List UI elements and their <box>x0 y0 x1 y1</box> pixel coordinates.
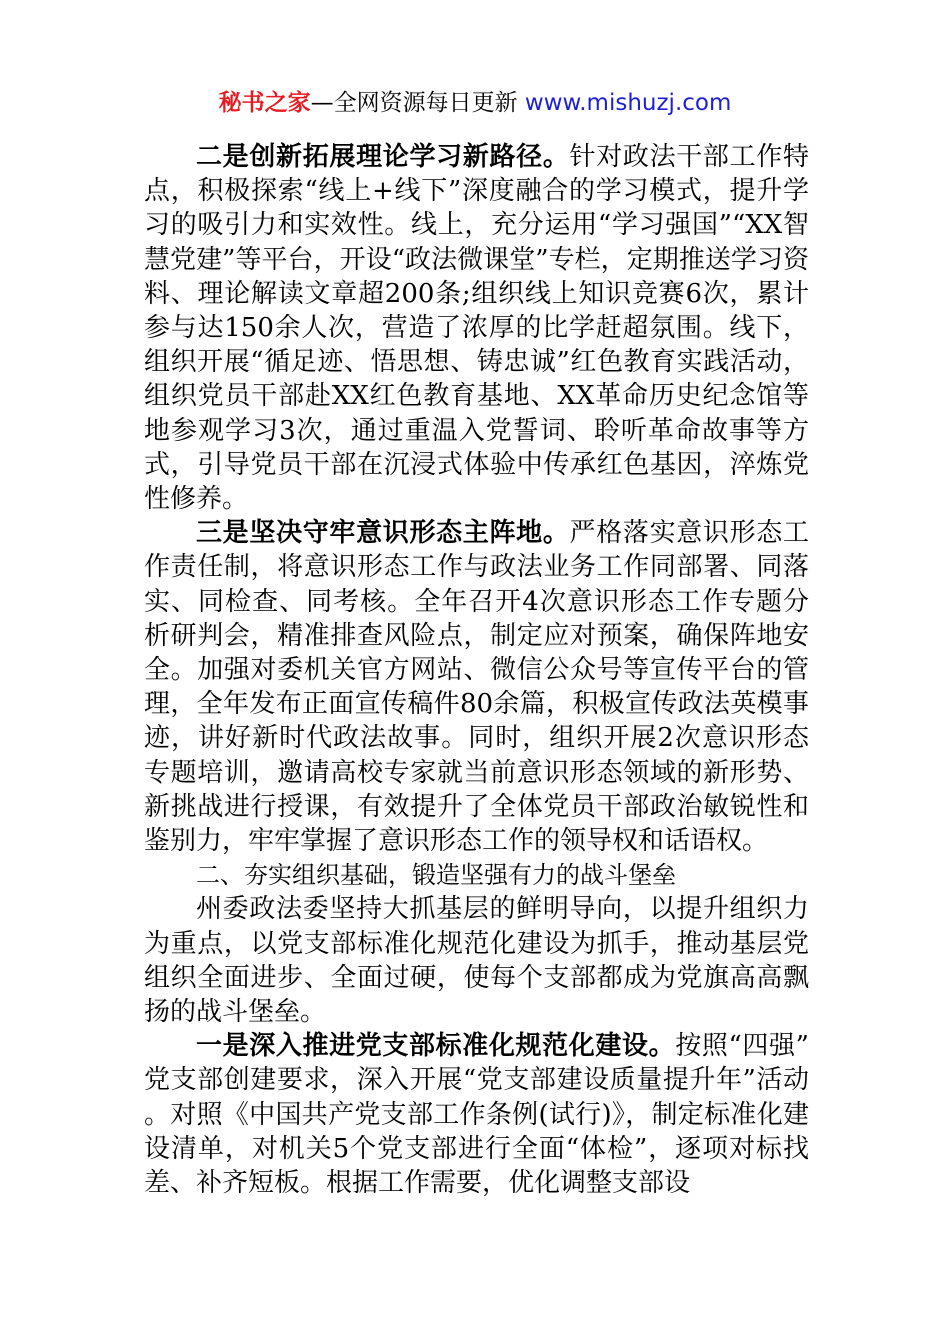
paragraph-text: 严格落实意识形态工作责任制，将意识形态工作与政法业务工作同部署、同落实、同检查、同考核。全年召开4次意识形态工作专题分析研判会，精准排查风险点，制定应对预案，确保阵地安全。加强对委机关官方网站、微信公众号等宣传平台的管理，全年发布正面宣传稿件80余篇，积极宣传政法英模事迹，讲好新时代政法故事。同时，组织开展2次意识形态专题培训，邀请高校专家就当前意识形态领域的新形势、新挑战进行授课，有效提升了全体党员干部政治敏锐性和鉴别力，牢牢掌握了意识形态工作的领导权和话语权。 <box>144 518 809 857</box>
paragraph-lead: 一是深入推进党支部标准化规范化建设。 <box>196 1031 676 1062</box>
paragraph-lead: 三是坚决守牢意识形态主阵地。 <box>196 518 570 549</box>
paragraph-text: 州委政法委坚持大抓基层的鲜明导向，以提升组织力为重点，以党支部标准化规范化建设为抓手，推动基层党组织全面进步、全面过硬，使每个支部都成为党旗高高飘扬的战斗堡垒。 <box>144 894 809 1028</box>
paragraph-intro <box>144 892 809 1029</box>
paragraph-theory-study <box>144 140 809 516</box>
page-header <box>0 86 950 120</box>
paragraph-text: 针对政法干部工作特点，积极探索“线上+线下”深度融合的学习模式，提升学习的吸引力和实效性。线上，充分运用“学习强国”“XX智慧党建”等平台，开设“政法微课堂”专栏，定期推送学习资料、理论解读文章超200条;组织线上知识竞赛6次，累计参与达150余人次，营造了浓厚的比学赶超氛围。线下，组织开展“循足迹、悟思想、铸忠诚”红色教育实践活动，组织党员干部赴XX红色教育基地、XX革命历史纪念馆等地参观学习3次，通过重温入党誓词、聆听革命故事等方式，引导党员干部在沉浸式体验中传承红色基因，淬炼党性修养。 <box>144 142 809 515</box>
paragraph-lead: 二是创新拓展理论学习新路径。 <box>196 142 570 172</box>
paragraph-branch-building <box>144 1029 809 1200</box>
document-body <box>144 140 809 1200</box>
header-site-link[interactable]: www.mishuzj.com <box>524 90 732 116</box>
header-brand: 秘书之家 <box>218 90 311 116</box>
paragraph-ideology <box>144 516 809 858</box>
section-heading: 二、夯实组织基础，锻造坚强有力的战斗堡垒 <box>196 861 676 890</box>
paragraph-text: 按照“四强”党支部创建要求，深入开展“党支部建设质量提升年”活动。对照《中国共产党支部工作条例(试行)》，制定标准化建设清单，对机关5个党支部进行全面“体检”，逐项对标找差、补齐短板。根据工作需要，优化调整支部设 <box>144 1031 809 1199</box>
header-tagline: —全网资源每日更新 <box>310 90 525 116</box>
